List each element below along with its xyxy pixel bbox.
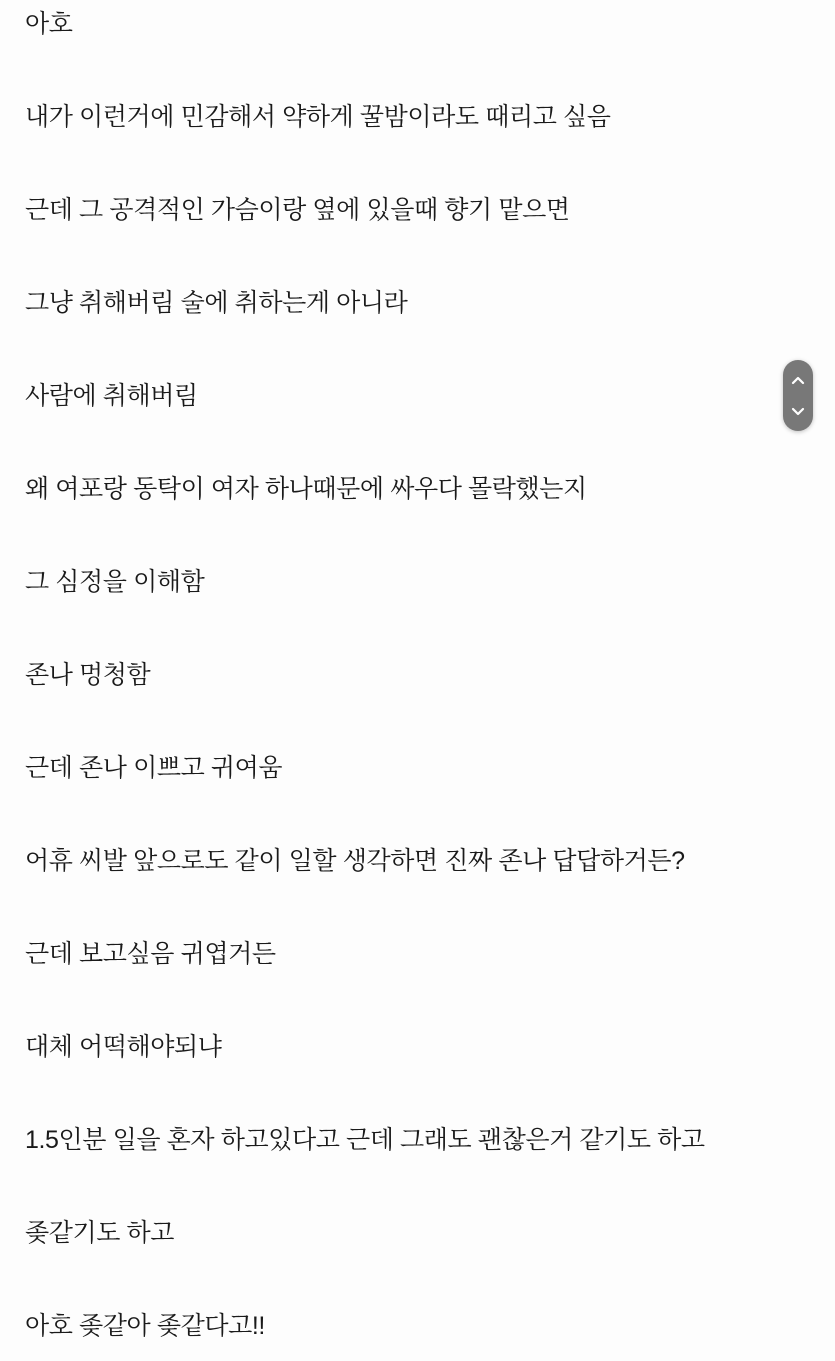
text-line: 아호 bbox=[25, 10, 73, 38]
text-line: 근데 그 공격적인 가슴이랑 옆에 있을때 향기 맡으면 bbox=[25, 196, 570, 224]
chevron-down-icon bbox=[791, 407, 805, 416]
text-line: 아호 좆같아 좆같다고!! bbox=[25, 1312, 265, 1340]
text-line: 그냥 취해버림 술에 취하는게 아니라 bbox=[25, 289, 408, 317]
text-line: 어휴 씨발 앞으로도 같이 일할 생각하면 진짜 존나 답답하거든? bbox=[25, 847, 685, 875]
scroll-widget bbox=[783, 360, 813, 431]
scroll-up-button[interactable] bbox=[787, 369, 809, 391]
text-line: 대체 어떡해야되냐 bbox=[25, 1033, 222, 1061]
text-line: 왜 여포랑 동탁이 여자 하나때문에 싸우다 몰락했는지 bbox=[25, 475, 587, 503]
text-line: 1.5인분 일을 혼자 하고있다고 근데 그래도 괜찮은거 같기도 하고 bbox=[25, 1126, 705, 1154]
scroll-down-button[interactable] bbox=[787, 400, 809, 422]
text-line: 좆같기도 하고 bbox=[25, 1219, 175, 1247]
chevron-up-icon bbox=[791, 376, 805, 385]
text-line: 근데 존나 이쁘고 귀여움 bbox=[25, 754, 283, 782]
text-line: 그 심정을 이해함 bbox=[25, 568, 205, 596]
text-line: 존나 멍청함 bbox=[25, 661, 151, 689]
text-line: 사람에 취해버림 bbox=[25, 382, 198, 410]
text-line: 내가 이런거에 민감해서 약하게 꿀밤이라도 때리고 싶음 bbox=[25, 103, 611, 131]
text-line: 근데 보고싶음 귀엽거든 bbox=[25, 940, 276, 968]
